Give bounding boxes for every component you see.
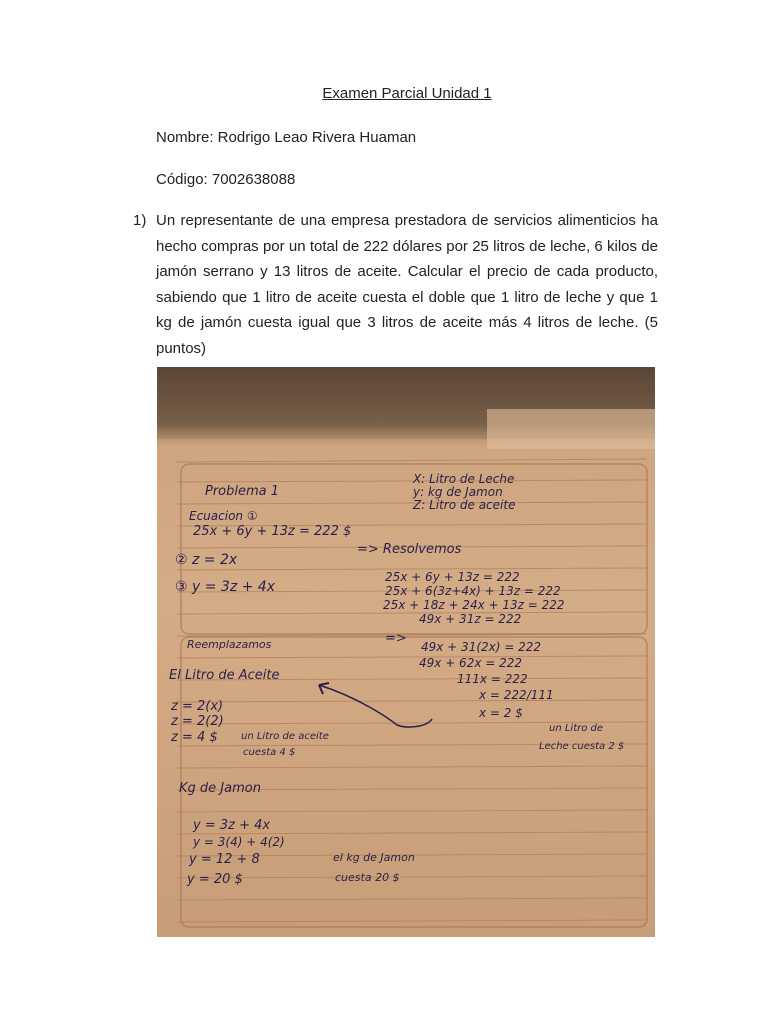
aceite-result-2: cuesta 4 $: [243, 747, 296, 758]
aceite-step-2: z = 2(2): [171, 714, 224, 729]
problem-heading: Problema 1: [205, 484, 280, 499]
step-4: 49x + 31z = 222: [419, 612, 522, 626]
student-name: Nombre: Rodrigo Leao Rivera Huaman: [156, 129, 417, 146]
step-3: 25x + 18z + 24x + 13z = 222: [383, 598, 565, 612]
question-number: 1): [133, 212, 147, 229]
jamon-result-1: el kg de Jamon: [333, 851, 415, 864]
jamon-step-3: y = 12 + 8: [189, 852, 260, 867]
step2-5: x = 2 $: [479, 706, 523, 720]
reemplazamos-label: Reemplazamos: [187, 638, 272, 651]
notebook-page: [157, 367, 655, 937]
step2-2: 49x + 62x = 222: [419, 656, 523, 670]
legend-x: X: Litro de Leche: [413, 472, 515, 486]
leche-result-1: un Litro de: [549, 723, 604, 734]
ecuacion-label: Ecuacion ①: [189, 509, 258, 523]
question-text: Un representante de una empresa prestadora de servicios alimenticios ha hecho compras por un total de 222 dólares por 25 litros de leche, 6 kilos de jamón serrano y 13 litros de aceite. Calcular el precio de cada producto, sabiendo que 1 litro de aceite cuesta el doble que 1 litro de leche y que 1 kg de jamón cuesta igual que 3 litros de aceite más 4 litros de leche. (5 puntos): [156, 212, 658, 357]
equation-1: 25x + 6y + 13z = 222 $: [193, 524, 352, 539]
step2-4: x = 222/111: [479, 688, 554, 702]
legend-y: y: kg de Jamon: [413, 485, 503, 499]
equation-3: ③ y = 3z + 4x: [175, 579, 275, 595]
leche-result-2: Leche cuesta 2 $: [539, 741, 625, 752]
resolvemos-label: => Resolvemos: [357, 542, 462, 557]
jamon-result-2: cuesta 20 $: [335, 871, 400, 884]
jamon-step-1: y = 3z + 4x: [193, 818, 271, 833]
document-title: Examen Parcial Unidad 1: [322, 85, 492, 102]
step2-3: 111x = 222: [457, 672, 528, 686]
step-1: 25x + 6y + 13z = 222: [385, 570, 520, 584]
student-code: Código: 7002638088: [156, 171, 296, 188]
arrow-2: =>: [385, 631, 407, 646]
notebook-photo: [157, 367, 655, 937]
aceite-result-1: un Litro de aceite: [241, 731, 329, 742]
jamon-step-2: y = 3(4) + 4(2): [193, 835, 285, 849]
jamon-step-4: y = 20 $: [187, 872, 243, 887]
step-2: 25x + 6(3z+4x) + 13z = 222: [385, 584, 561, 598]
legend-z: Z: Litro de aceite: [413, 498, 516, 512]
equation-2: ② z = 2x: [175, 552, 238, 568]
aceite-step-1: z = 2(x): [171, 699, 224, 714]
step2-1: 49x + 31(2x) = 222: [421, 640, 542, 654]
aceite-title: El Litro de Aceite: [169, 668, 280, 683]
jamon-title: Kg de Jamon: [179, 781, 261, 796]
aceite-step-3: z = 4 $: [171, 730, 218, 745]
